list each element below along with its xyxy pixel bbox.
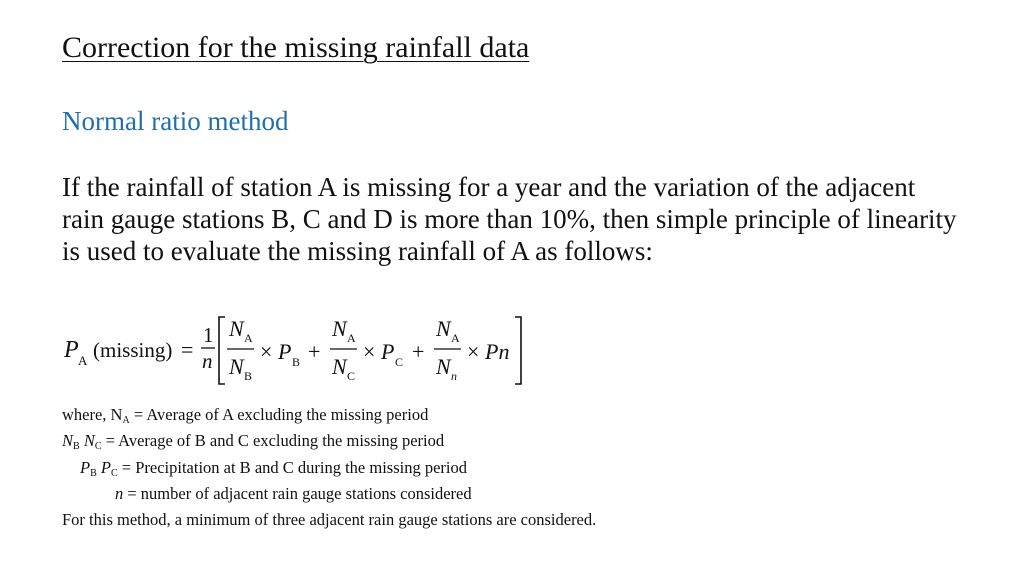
formula-left-bracket xyxy=(219,317,225,384)
formula-times: × xyxy=(260,339,273,364)
def-symbol: N xyxy=(62,431,74,451)
formula-n: n xyxy=(202,349,213,373)
definition-na xyxy=(62,402,962,428)
formula-times: × xyxy=(363,339,376,364)
def-symbol: n xyxy=(115,483,124,503)
formula-lhs-sub: A xyxy=(78,353,88,368)
formula-right-bracket xyxy=(515,317,521,384)
def-symbol: P xyxy=(80,457,91,477)
def-text: = Average of A excluding the missing period xyxy=(129,405,429,424)
def-text: = Average of B and C excluding the missing period xyxy=(101,431,445,451)
formula-times: × xyxy=(467,339,480,364)
slide-title: Correction for the missing rainfall data xyxy=(62,31,530,64)
formula-sub: A xyxy=(347,331,356,345)
formula-P: P xyxy=(381,339,395,364)
formula-plus: + xyxy=(308,339,321,364)
def-label: where, N xyxy=(62,405,123,424)
formula-equals: = xyxy=(181,337,194,362)
formula-P: P xyxy=(278,339,292,364)
formula-N: N xyxy=(229,354,244,379)
formula-sub: C xyxy=(347,369,356,383)
def-sub: B xyxy=(90,467,97,479)
formula-N: N xyxy=(332,316,347,341)
formula-N: N xyxy=(332,354,347,379)
definitions xyxy=(62,402,962,533)
formula-sub: A xyxy=(244,331,253,345)
formula-N: N xyxy=(436,316,451,341)
def-text: = number of adjacent rain gauge stations considered xyxy=(123,483,472,503)
normal-ratio-formula xyxy=(62,312,532,390)
def-sub: C xyxy=(94,441,102,453)
formula-lhs-note: (missing) xyxy=(93,338,173,362)
formula-lhs-P: P xyxy=(64,337,79,363)
formula-graphic xyxy=(62,312,532,390)
formula-N: N xyxy=(436,354,451,379)
formula-sub: B xyxy=(292,355,301,369)
formula-Pn: Pn xyxy=(485,339,510,364)
definition-pb-pc xyxy=(62,455,962,481)
formula-sub: B xyxy=(244,369,253,383)
method-subtitle: Normal ratio method xyxy=(62,106,289,136)
formula-N: N xyxy=(229,316,244,341)
formula-plus: + xyxy=(412,339,425,364)
definition-n xyxy=(62,481,962,507)
definition-nb-nc xyxy=(62,428,962,454)
def-text: = Precipitation at B and C during the missing period xyxy=(117,457,468,477)
def-sub: B xyxy=(73,441,80,453)
formula-sub: A xyxy=(451,331,460,345)
method-note: For this method, a minimum of three adjacent rain gauge stations are considered. xyxy=(62,510,597,530)
def-sub: A xyxy=(122,415,130,426)
formula-one: 1 xyxy=(203,323,214,347)
def-symbol: P xyxy=(96,457,111,477)
def-symbol: N xyxy=(79,431,95,451)
formula-sub: n xyxy=(451,369,457,383)
def-sub: C xyxy=(110,467,118,479)
formula-sub: C xyxy=(395,355,404,369)
method-description: If the rainfall of station A is missing for a year and the variation of the adjacent rain gauge stations B, C and D is more than 10%, then simple principle of linearity is used to evaluate the missing rainfall of A as follows: xyxy=(62,172,957,266)
